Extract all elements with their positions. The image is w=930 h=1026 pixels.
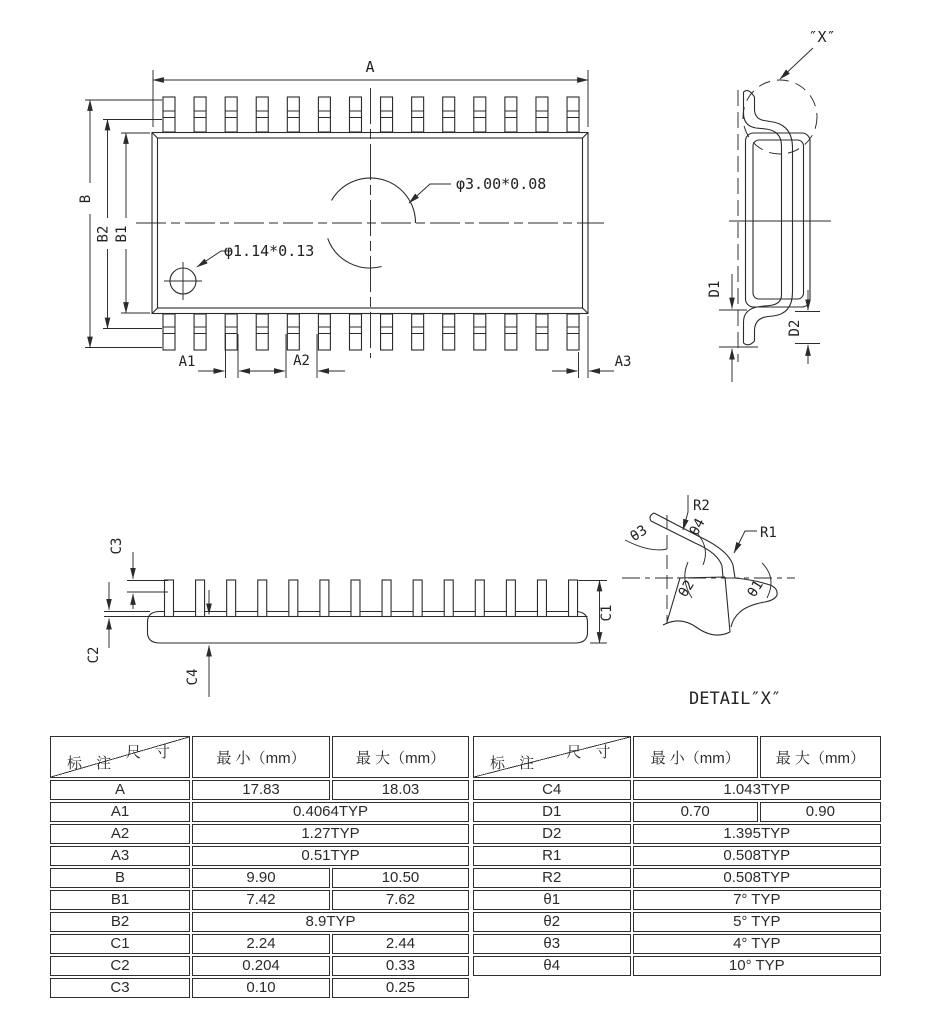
dimension-tables (0, 734, 930, 1026)
dim-min-cell: 7.42 (192, 890, 330, 910)
dim-label-cell: θ1 (473, 890, 631, 910)
dimension-table-left (48, 734, 471, 1000)
dim-label-c3: C3 (109, 537, 125, 555)
header-min: 最 小（mm） (192, 736, 330, 778)
end-view-body (746, 133, 811, 307)
dim-label-a3: A3 (614, 354, 632, 370)
dim-label-cell: C4 (473, 780, 631, 800)
dim-label-cell: R1 (473, 846, 631, 866)
header-min: 最 小（mm） (633, 736, 758, 778)
dim-label-cell: A1 (50, 802, 190, 822)
small-hole-callout: φ1.14*0.13 (224, 242, 315, 260)
header-note: 标 注 (490, 755, 540, 772)
table-row (473, 956, 881, 976)
dim-label-theta2: θ2 (675, 577, 698, 601)
table-row (473, 912, 881, 932)
end-view (707, 28, 836, 382)
table-row (473, 802, 881, 822)
dim-max-cell: 2.44 (332, 934, 469, 954)
header-max: 最 大（mm） (332, 736, 469, 778)
dim-label-theta4: θ4 (686, 515, 709, 539)
dim-label-cell: θ4 (473, 956, 631, 976)
dim-label-b: B (78, 194, 94, 204)
dim-typ-cell: 8.9TYP (192, 912, 469, 932)
dim-label-cell: A (50, 780, 190, 800)
dim-label-b2: B2 (95, 225, 112, 243)
dim-label-c2: C2 (86, 646, 102, 664)
top-view (78, 58, 631, 378)
dim-max-cell: 10.50 (332, 868, 469, 888)
table-corner-cell (50, 736, 190, 778)
table-row (50, 890, 469, 910)
table-row (473, 846, 881, 866)
dim-min-cell: 17.83 (192, 780, 330, 800)
dim-max-cell: 18.03 (332, 780, 469, 800)
dim-label-cell: θ3 (473, 934, 631, 954)
dim-max-cell: 0.25 (332, 978, 469, 998)
dim-min-cell: 9.90 (192, 868, 330, 888)
table-row (473, 934, 881, 954)
dim-label-theta1: θ1 (744, 577, 767, 601)
header-max: 最 大（mm） (760, 736, 881, 778)
dim-label-cell: B2 (50, 912, 190, 932)
large-hole-callout: φ3.00*0.08 (456, 175, 547, 193)
table-row (50, 802, 469, 822)
dim-label-cell: D1 (473, 802, 631, 822)
table-row (50, 978, 469, 998)
dim-label-c1: C1 (599, 604, 615, 622)
large-hole-leader (409, 184, 451, 203)
dim-typ-cell: 0.51TYP (192, 846, 469, 866)
dim-label-a2: A2 (293, 353, 310, 369)
table-row (473, 780, 881, 800)
table-row (50, 780, 469, 800)
detail-view (622, 495, 795, 709)
dim-label-cell: A3 (50, 846, 190, 866)
header-note: 标 注 (67, 755, 117, 772)
dim-max-cell: 0.33 (332, 956, 469, 976)
dim-label-cell: C3 (50, 978, 190, 998)
dim-label-cell: R2 (473, 868, 631, 888)
detail-caption: DETAIL″X″ (689, 689, 782, 709)
dim-label-cell: B1 (50, 890, 190, 910)
table-row (473, 824, 881, 844)
dim-label-r1: R1 (760, 525, 777, 541)
dim-typ-cell: 1.395TYP (633, 824, 881, 844)
table-row (50, 912, 469, 932)
dim-typ-cell: 7° TYP (633, 890, 881, 910)
dim-label-c4: C4 (185, 668, 201, 686)
header-dim: 尺 寸 (566, 744, 616, 761)
detail-x-label: ″X″ (808, 28, 836, 46)
dim-label-cell: D2 (473, 824, 631, 844)
dim-label-d2: D2 (787, 319, 803, 337)
dim-typ-cell: 1.043TYP (633, 780, 881, 800)
dim-label-cell: B (50, 868, 190, 888)
dim-typ-cell: 4° TYP (633, 934, 881, 954)
dim-label-d1: D1 (707, 280, 723, 298)
table-row (50, 846, 469, 866)
table-row (50, 956, 469, 976)
dim-min-cell: 0.204 (192, 956, 330, 976)
header-dim: 尺 寸 (125, 744, 176, 761)
dim-label-theta3: θ3 (627, 522, 651, 545)
dim-label-a: A (365, 58, 375, 76)
table-row (50, 824, 469, 844)
dim-min-cell: 0.70 (633, 802, 758, 822)
small-hole-crosshair (164, 262, 202, 300)
side-view (86, 538, 615, 697)
dim-label-cell: A2 (50, 824, 190, 844)
dim-typ-cell: 10° TYP (633, 956, 881, 976)
dim-typ-cell: 0.4064TYP (192, 802, 469, 822)
detail-x-leader (780, 48, 813, 79)
dim-label-cell: θ2 (473, 912, 631, 932)
dim-typ-cell: 0.508TYP (633, 846, 881, 866)
dim-typ-cell: 5° TYP (633, 912, 881, 932)
dim-label-cell: C1 (50, 934, 190, 954)
dim-label-b1: B1 (114, 225, 130, 243)
detail-x-circle (743, 80, 817, 154)
dim-label-a1: A1 (178, 354, 196, 370)
dim-min-cell: 2.24 (192, 934, 330, 954)
table-row (50, 934, 469, 954)
dim-min-cell: 0.10 (192, 978, 330, 998)
dim-typ-cell: 1.27TYP (192, 824, 469, 844)
dim-label-r2: R2 (693, 498, 710, 514)
dim-typ-cell: 0.508TYP (633, 868, 881, 888)
table-row (473, 890, 881, 910)
dimension-table-right (471, 734, 883, 978)
table-corner-cell (473, 736, 631, 778)
dim-max-cell: 0.90 (760, 802, 881, 822)
pin-row-top (163, 97, 579, 132)
dim-max-cell: 7.62 (332, 890, 469, 910)
table-row (473, 868, 881, 888)
dim-label-cell: C2 (50, 956, 190, 976)
table-row (50, 868, 469, 888)
